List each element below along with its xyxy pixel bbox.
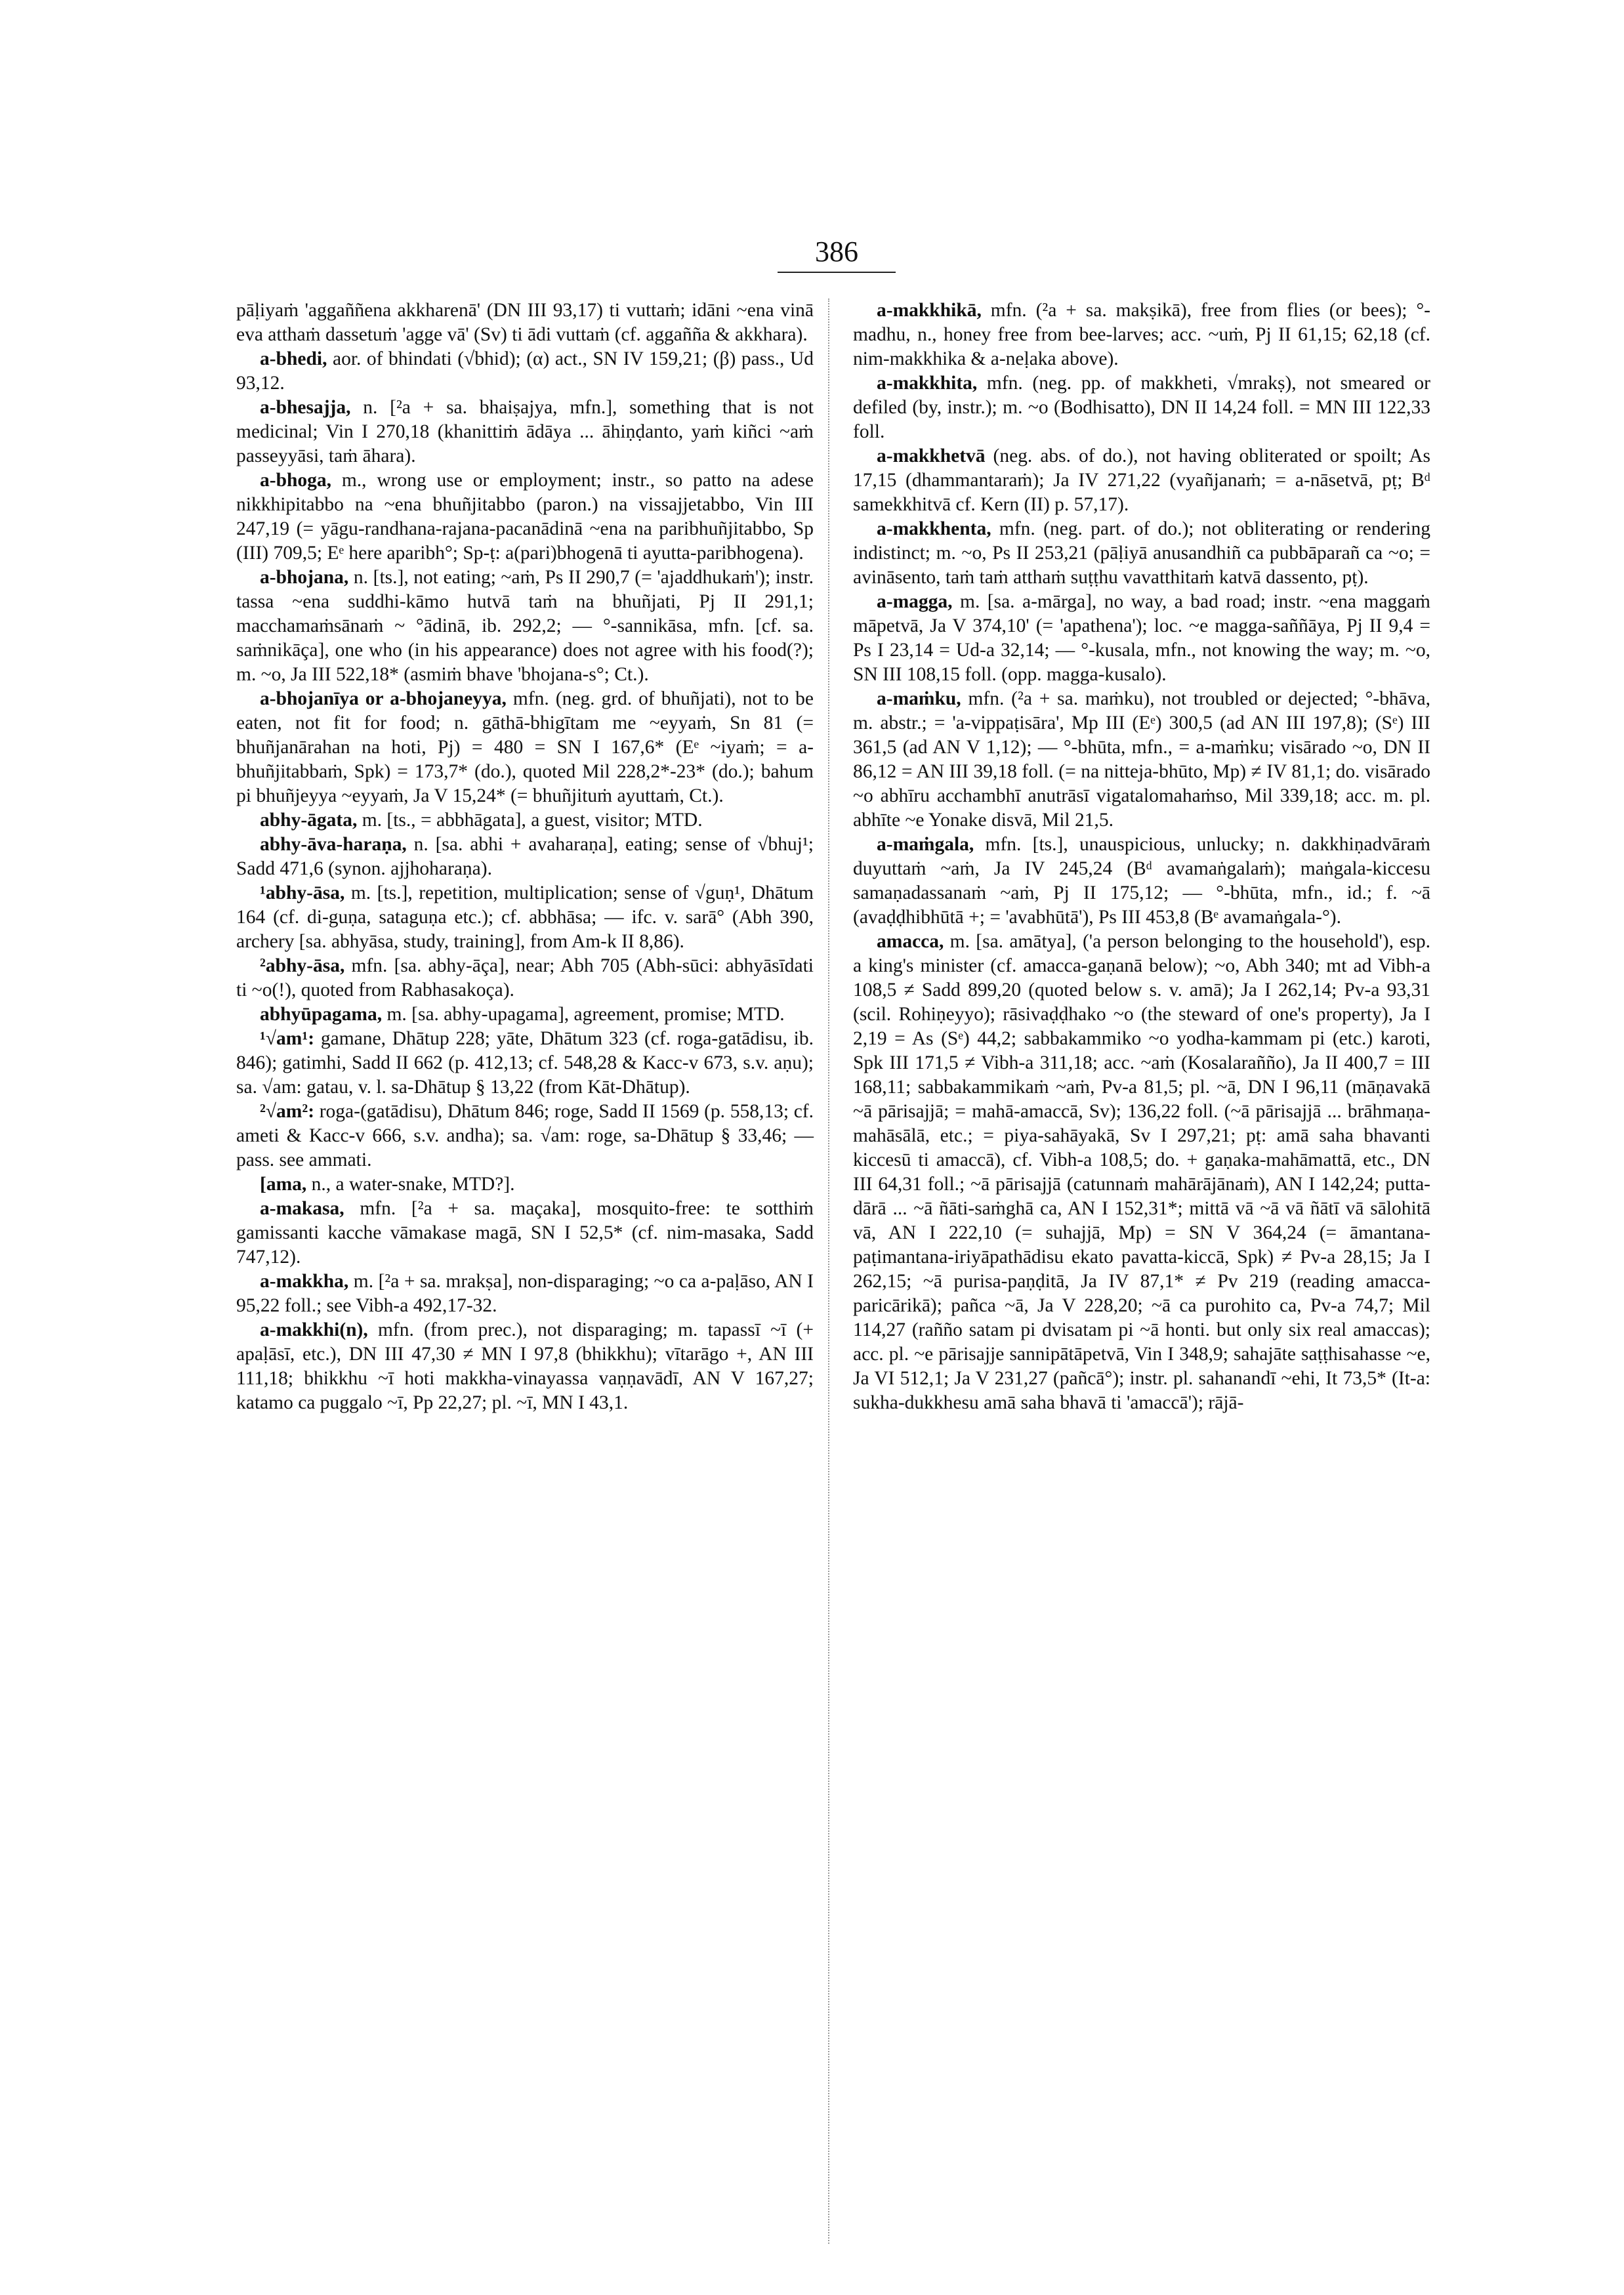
dictionary-entry [236, 954, 814, 1003]
entry-headword: a-maṁku, [877, 688, 961, 709]
dictionary-entry [853, 590, 1430, 687]
dictionary-entry [236, 833, 814, 881]
left-column [236, 299, 814, 1415]
entry-text: mfn. [²a + sa. maçaka], mosquito-free: te sotthiṁ gamissanti kacche vāmakase magā, SN I 52,5* (cf. nim-masaka, Sadd 747,12). [236, 1198, 814, 1268]
entry-headword: a-maṁgala, [877, 834, 974, 855]
entry-headword: a-makasa, [260, 1198, 344, 1219]
entry-text: roga-(gatādisu), Dhātum 846; roge, Sadd II 1569 (p. 558,13; cf. ameti & Kacc-v 666, s.v. andha); sa. √am: roge, sa-Dhātup § 33,46; — pass. see ammati. [236, 1101, 814, 1170]
dictionary-entry [236, 396, 814, 468]
dictionary-entry [236, 1197, 814, 1270]
entry-text: mfn. (²a + sa. maṁku), not troubled or dejected; °-bhāva, m. abstr.; = 'a-vippaṭisāra', Mp III (Eᵉ) 300,5 (ad AN III 197,8); (Sᵉ) III 361,5 (ad AN V 1,12); — °-bhūta, mfn., = a-maṁku; visārado ~o, DN II 86,12 = AN III 39,18 foll. (= na nitteja-bhūto, Mp) ≠ IV 81,1; do. visārado ~o abhīru acchambhī anutrāsī vigatalomahaṁso, Mil 339,18; acc. m. pl. abhīte ~e Yonake disvā, Mil 21,5. [853, 688, 1430, 831]
dictionary-entry [853, 517, 1430, 590]
entry-text: gamane, Dhātup 228; yāte, Dhātum 323 (cf. roga-gatādisu, ib. 846); gatimhi, Sadd II 662 (p. 412,13; cf. 548,28 & Kacc-v 673, s.v. aṇu); sa. √am: gatau, v. l. sa-Dhātup § 13,22 (from Kāt-Dhātup). [236, 1028, 814, 1098]
dictionary-entry [236, 299, 814, 347]
dictionary-entry [236, 1027, 814, 1100]
entry-headword: a-makkhenta, [877, 518, 991, 539]
dictionary-entry [853, 444, 1430, 517]
entry-text: mfn. (neg. part. of do.); not obliterating or rendering indistinct; m. ~o, Ps II 253,21 (pāḷiyā anusandhiñ ca pubbāparañ ca ~o; = avināsento, taṁ taṁ atthaṁ suṭṭhu vavatthitaṁ katvā dassento, pṭ). [853, 518, 1431, 588]
entry-text: m. [sa. abhy-upagama], agreement, promise; MTD. [386, 1004, 785, 1025]
entry-headword: a-makkhi(n), [260, 1319, 368, 1340]
entry-text: n. [²a + sa. bhaiṣajya, mfn.], something that is not medicinal; Vin I 270,18 (khanittiṁ ādāya ... āhiṇḍanto, yaṁ kiñci ~aṁ passeyyāsi, taṁ āhara). [236, 397, 814, 466]
entry-text: m. [sa. amātya], ('a person belonging to the household'), esp. a king's minister (cf. amacca-gaṇanā below); ~o, Abh 340; mt ad Vibh-a 108,5 ≠ Sadd 899,20 (quoted below s. v. amā); Ja I 262,14; Pv-a 93,31 (scil. Rohiṇeyyo); rāsivaḍḍhako ~o (the steward of one's property), Ja I 2,19 = As (Sᵉ) 44,2; sabbakammiko ~o yodha-kammam pi (etc.) karoti, Spk III 171,5 ≠ Vibh-a 311,18; acc. ~aṁ (Kosalarañño), Ja II 400,7 = III 168,11; sabbakammikaṁ ~aṁ, Pv-a 81,5; pl. ~ā, DN I 96,11 (māṇavakā ~ā pārisajjā; = mahā-amaccā, Sv); 136,22 foll. (~ā pārisajjā ... brāhmaṇa-mahāsālā, etc.; = piya-sahāyakā, Sv I 297,21; pṭ: amā saha bhavanti kiccesū ti amaccā), cf. Vibh-a 108,5; do. + gaṇaka-mahāmattā, etc., DN III 64,31 foll.; ~ā pārisajjā (catunnaṁ mahārājānaṁ), AN I 142,24; putta-dārā ... ~ā ñāti-saṁghā ca, AN I 152,31*; mittā vā ~ā vā ñātī vā sālohitā vā, AN I 222,10 (= suhajjā, Mp) = SN V 364,24 (= āmantana-paṭimantana-iriyāpathādisu ekato pavatta-kiccā, Spk) ≠ Pv-a 28,15; Ja I 262,15; ~ā purisa-paṇḍitā, Ja IV 87,1* ≠ Pv 219 (reading amacca-paricārikā); pañca ~ā, Ja V 228,20; ~ā ca purohito ca, Pv-a 74,7; Mil 114,27 (rañño satam pi dvisatam pi ~ā honti. but only six real amaccas); acc. pl. ~e pārisajje sannipātāpetvā, Vin I 348,9; sahajāte saṭṭhisahasse ~e, Ja VI 512,1; Ja V 231,27 (pañcā°); instr. pl. sahanandī ~ehi, It 73,5* (It-a: sukha-dukkhesu amā saha bhavā ti 'amaccā'); rājā- [853, 931, 1430, 1413]
entry-text: mfn. (neg. grd. of bhuñjati), not to be eaten, not fit for food; n. gāthā-bhigītam me ~eyyaṁ, Sn 81 (= bhuñjanārahan na hoti, Pj) = 480 = SN I 167,6* (Eᵉ ~iyaṁ; = a-bhuñjitabbaṁ, Spk) = 173,7* (do.), quoted Mil 228,2*-23* (do.); bahum pi bhuñjeyya ~eyyaṁ, Ja V 15,24* (= bhuñjituṁ ayuttaṁ, Ct.). [236, 688, 814, 806]
entry-text: aor. of bhindati (√bhid); (α) act., SN IV 159,21; (β) pass., Ud 93,12. [236, 348, 814, 394]
dictionary-entry [236, 1318, 814, 1415]
dictionary-entry [853, 687, 1430, 833]
entry-headword: ¹abhy-āsa, [260, 882, 345, 903]
dictionary-entry [236, 468, 814, 566]
entry-text: n., a water-snake, MTD?]. [311, 1174, 515, 1195]
dictionary-entry [236, 1270, 814, 1318]
entry-headword: abhy-āva-haraṇa, [260, 834, 407, 855]
entry-headword: a-bhojana, [260, 567, 349, 588]
dictionary-entry [236, 1003, 814, 1027]
entry-headword: a-bhojanīya or a-bhojaneyya, [260, 688, 507, 709]
entry-headword: a-makkha, [260, 1271, 349, 1292]
entry-text: pāḷiyaṁ 'aggaññena akkharenā' (DN III 93,17) ti vuttaṁ; idāni ~ena vinā eva atthaṁ dassetuṁ 'agge vā' (Sv) ti ādi vuttaṁ (cf. aggañña & akkhara). [236, 300, 814, 345]
entry-headword: a-makkhetvā [877, 445, 986, 466]
entry-text: mfn. (²a + sa. makṣikā), free from flies (or bees); °-madhu, n., honey free from bee-larves; acc. ~uṁ, Pj II 61,15; 62,18 (cf. nim-makkhika & a-neḷaka above). [853, 300, 1430, 369]
entry-text: mfn. [sa. abhy-āça], near; Abh 705 (Abh-sūci: abhyāsīdati ti ~o(!), quoted from Rabhasakoça). [236, 955, 814, 1001]
dictionary-entry [853, 930, 1430, 1415]
entry-text: m., wrong use or employment; instr., so patto na adese nikkhipitabbo na ~ena bhuñjitabbo (paron.) na vissajjetabbo, Vin III 247,19 (= yāgu-randhana-rajana-pacanādinā ~ena na paribhuñjitabbo, Sp (III) 709,5; Eᵉ here aparibh°; Sp-ṭ: a(pari)bhogenā ti ayutta-paribhogena). [236, 470, 814, 564]
entry-headword: a-bhedi, [260, 348, 327, 369]
dictionary-entry [853, 371, 1430, 444]
entry-text: m. [sa. a-mārga], no way, a bad road; instr. ~ena maggaṁ māpetvā, Ja V 374,10' (= 'apathena'); loc. ~e magga-saññāya, Pj II 9,4 = Ps I 23,14 = Ud-a 32,14; — °-kusala, mfn., not knowing the way; m. ~o, SN III 108,15 foll. (opp. magga-kusalo). [853, 591, 1431, 685]
page-number: 386 [815, 236, 858, 268]
dictionary-entry [236, 1100, 814, 1172]
entry-headword: ²abhy-āsa, [260, 955, 345, 976]
entry-headword: abhy-āgata, [260, 810, 358, 831]
entry-headword: abhyūpagama, [260, 1004, 383, 1025]
dictionary-entry [236, 808, 814, 833]
entry-text: m. [ts., = abbhāgata], a guest, visitor; MTD. [362, 810, 703, 831]
entry-headword: a-makkhikā, [877, 300, 982, 321]
entry-text: mfn. (neg. pp. of makkheti, √mrakṣ), not smeared or defiled (by, instr.); m. ~o (Bodhisatto), DN II 14,24 foll. = MN III 122,33 foll. [853, 373, 1430, 442]
entry-headword: amacca, [877, 931, 944, 952]
entry-headword: ²√am²: [260, 1101, 315, 1122]
dictionary-entry [236, 881, 814, 954]
entry-text: m. [²a + sa. mrakṣa], non-disparaging; ~o ca a-paḷāso, AN I 95,22 foll.; see Vibh-a 492,17-32. [236, 1271, 814, 1316]
dictionary-entry [236, 1172, 814, 1197]
entry-text: n. [ts.], not eating; ~aṁ, Ps II 290,7 (= 'ajaddhukaṁ'); instr. tassa ~ena suddhi-kāmo hutvā taṁ na bhuñjati, Pj II 291,1; macchamaṁsānaṁ ~ °ādinā, ib. 292,2; — °-sannikāsa, mfn. [cf. sa. saṁnikāça], one who (in his appearance) does not agree with his food(?); m. ~o, Ja III 522,18* (asmiṁ bhave 'bhojana-s°; Ct.). [236, 567, 814, 685]
dictionary-entry [236, 566, 814, 687]
entry-text: n. [sa. abhi + avaharaṇa], eating; sense of √bhuj¹; Sadd 471,6 (synon. ajjhoharaṇa). [236, 834, 814, 879]
dictionary-entry [853, 833, 1430, 930]
dictionary-entry [236, 347, 814, 396]
entry-headword: a-bhoga, [260, 470, 332, 491]
dictionary-entry [853, 299, 1430, 371]
entry-headword: a-magga, [877, 591, 953, 612]
entry-text: (neg. abs. of do.), not having obliterated or spoilt; As 17,15 (dhammantaraṁ); Ja IV 271,22 (vyañjanaṁ; = a-nāsetvā, pṭ; Bᵈ samekkhitvā cf. Kern (II) p. 57,17). [853, 445, 1430, 515]
entry-headword: a-bhesajja, [260, 397, 351, 418]
entry-headword: a-makkhita, [877, 373, 978, 394]
entry-text: mfn. [ts.], unauspicious, unlucky; n. dakkhiṇadvāraṁ duyuttaṁ ~aṁ, Ja IV 245,24 (Bᵈ avamaṅgalaṁ); maṅgala-kiccesu samaṇadassanaṁ ~aṁ, Pj II 175,12; — °-bhūta, mfn., id.; f. ~ā (avaḍḍhibhūtā +; = 'avabhūtā'), Ps III 453,8 (Bᵉ avamaṅgala-°). [853, 834, 1430, 928]
entry-headword: ¹√am¹: [260, 1028, 315, 1049]
entry-text: m. [ts.], repetition, multiplication; sense of √guṇ¹, Dhātum 164 (cf. di-guṇa, sataguṇa etc.); cf. abbhāsa; — ifc. v. sarā° (Abh 390, archery [sa. abhyāsa, study, training], from Am-k II 8,86). [236, 882, 814, 952]
page-number-rule [778, 272, 896, 273]
right-column [853, 299, 1430, 1415]
entry-text: mfn. (from prec.), not disparaging; m. tapassī ~ī (+ apaḷāsī, etc.), DN III 47,30 ≠ MN I 97,8 (bhikkhu); vītarāgo +, AN III 111,18; bhikkhu ~ī hoti makkha-vinayassa vaṇṇavādī, AN V 167,27; katamo ca puggalo ~ī, Pp 22,27; pl. ~ī, MN I 43,1. [236, 1319, 814, 1413]
column-divider [828, 299, 829, 2244]
dictionary-entry [236, 687, 814, 808]
entry-headword: [ama, [260, 1174, 307, 1195]
